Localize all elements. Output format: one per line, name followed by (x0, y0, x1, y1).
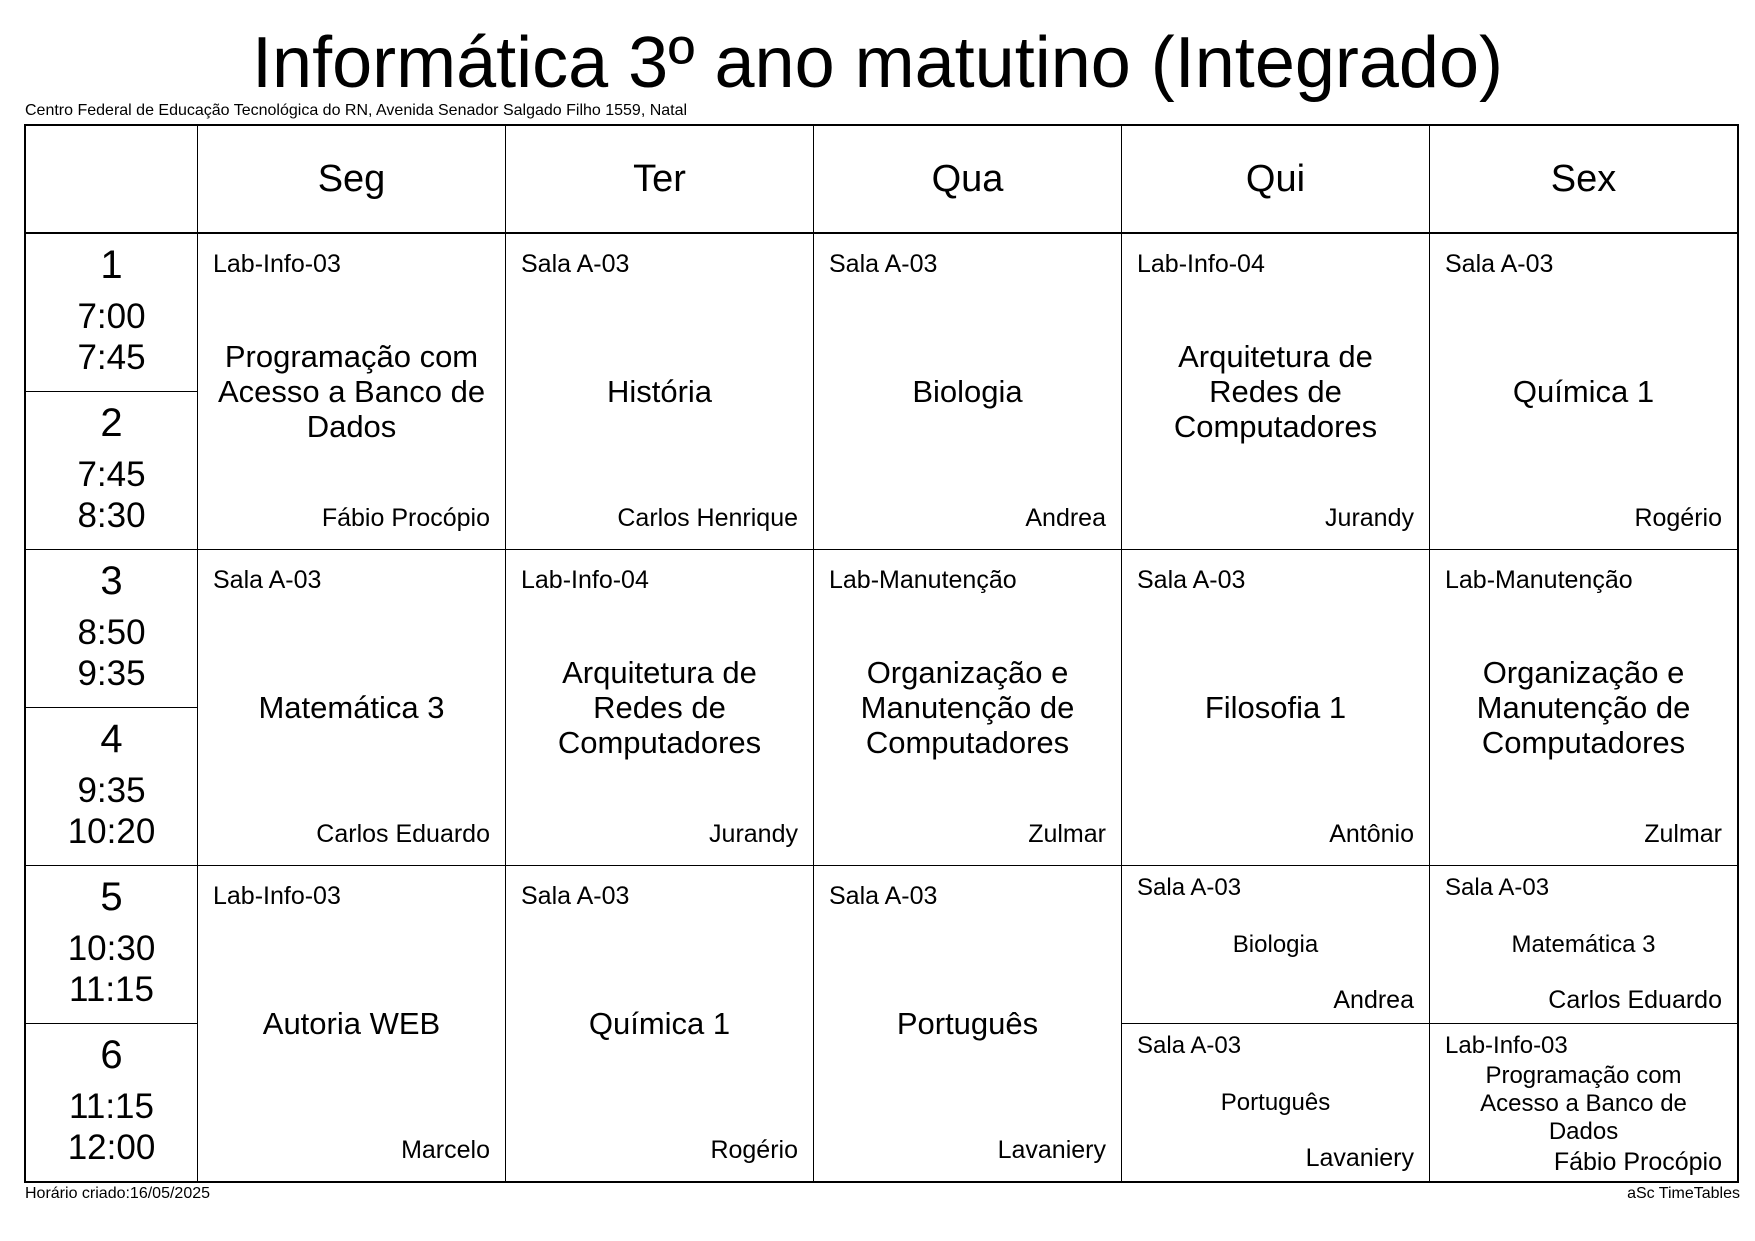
period-start: 10:30 (67, 929, 156, 968)
day-header-qui: Qui (1122, 126, 1430, 232)
lesson-subject: Arquitetura de Redes de Computadores (557, 655, 762, 760)
lesson-subject: Organização e Manutenção de Computadores (1476, 655, 1691, 760)
lesson-qui-6 (1122, 1024, 1430, 1181)
period-start: 7:45 (77, 455, 146, 494)
block-divider (26, 549, 1737, 550)
lesson-room: Sala A-03 (1137, 566, 1246, 594)
period-number: 5 (100, 875, 123, 919)
lesson-room: Lab-Manutenção (1445, 566, 1633, 594)
lesson-subject: Biologia (1232, 930, 1319, 958)
software-credit: aSc TimeTables (1627, 1185, 1740, 1202)
lesson-room: Sala A-03 (521, 882, 630, 910)
day-header-qua: Qua (814, 126, 1122, 232)
lesson-teacher: Marcelo (401, 1136, 490, 1164)
lesson-teacher: Fábio Procópio (321, 504, 490, 532)
lesson-qua-3-4 (814, 550, 1122, 866)
lesson-room: Sala A-03 (213, 566, 322, 594)
lesson-room: Sala A-03 (1137, 874, 1242, 901)
lesson-room: Sala A-03 (1445, 874, 1550, 901)
lesson-room: Sala A-03 (829, 250, 938, 278)
lesson-room: Lab-Info-03 (1445, 1032, 1568, 1059)
period-start: 8:50 (77, 613, 146, 652)
period-end: 10:20 (67, 812, 156, 851)
lesson-teacher: Andrea (1333, 986, 1414, 1014)
lesson-teacher: Rogério (1634, 504, 1722, 532)
lesson-room: Lab-Info-04 (1137, 250, 1265, 278)
school-address: Centro Federal de Educação Tecnológica do RN, Avenida Senador Salgado Filho 1559, Natal (25, 102, 688, 119)
lesson-ter-3-4 (506, 550, 814, 866)
lesson-subject: Português (896, 1006, 1039, 1041)
period-number: 3 (100, 559, 123, 603)
lesson-subject: Programação com Acesso a Banco de Dados (1480, 1062, 1687, 1145)
period-end: 7:45 (77, 338, 146, 377)
lesson-subject: Matemática 3 (1511, 930, 1656, 958)
period-number: 6 (100, 1033, 123, 1077)
lesson-teacher: Carlos Eduardo (316, 820, 490, 848)
lesson-subject: Química 1 (588, 1006, 731, 1041)
page-title: Informática 3º ano matutino (Integrado) (252, 23, 1503, 103)
lesson-subject: Matemática 3 (258, 690, 445, 725)
period-5 (26, 866, 198, 1024)
period-end: 9:35 (77, 654, 146, 693)
period-3 (26, 550, 198, 708)
corner-cell (26, 126, 198, 232)
lesson-ter-5-6 (506, 866, 814, 1181)
period-end: 11:15 (69, 970, 154, 1009)
period-start: 9:35 (77, 771, 146, 810)
lesson-qua-5-6 (814, 866, 1122, 1181)
lesson-subject: Biologia (912, 374, 1023, 409)
lesson-teacher: Fábio Procópio (1553, 1148, 1722, 1176)
lesson-subject: Arquitetura de Redes de Computadores (1173, 339, 1378, 444)
period-end: 12:00 (67, 1128, 156, 1167)
day-header-ter: Ter (506, 126, 814, 232)
lesson-subject: Química 1 (1512, 374, 1655, 409)
created-date: Horário criado:16/05/2025 (25, 1185, 211, 1202)
period-6 (26, 1024, 198, 1181)
lesson-teacher: Zulmar (1644, 820, 1722, 848)
lesson-teacher: Andrea (1025, 504, 1106, 532)
lesson-seg-5-6 (198, 866, 506, 1181)
day-header-sex: Sex (1550, 157, 1617, 200)
lesson-sex-5 (1430, 866, 1737, 1024)
lesson-qua-1-2 (814, 234, 1122, 550)
timetable-grid (24, 124, 1739, 1183)
lesson-subject: Organização e Manutenção de Computadores (860, 655, 1075, 760)
lesson-teacher: Lavaniery (997, 1136, 1106, 1164)
lesson-qui-3-4 (1122, 550, 1430, 866)
lesson-teacher: Jurandy (1325, 504, 1414, 532)
lesson-qui-1-2 (1122, 234, 1430, 550)
period-2 (26, 392, 198, 550)
period-number: 4 (100, 717, 123, 761)
lesson-room: Lab-Info-03 (213, 250, 341, 278)
lesson-room: Sala A-03 (1445, 250, 1554, 278)
lesson-teacher: Jurandy (709, 820, 798, 848)
lesson-room: Lab-Manutenção (829, 566, 1017, 594)
lesson-teacher: Carlos Henrique (617, 504, 798, 532)
lesson-sex-6 (1430, 1024, 1737, 1181)
lesson-teacher: Zulmar (1028, 820, 1106, 848)
lesson-room: Lab-Info-04 (521, 566, 649, 594)
period-start: 7:00 (77, 297, 146, 336)
lesson-teacher: Antônio (1329, 820, 1414, 848)
lesson-subject: Filosofia 1 (1204, 690, 1347, 725)
period-1 (26, 234, 198, 392)
period-number: 1 (100, 243, 123, 287)
lesson-teacher: Carlos Eduardo (1548, 986, 1722, 1014)
lesson-teacher: Rogério (710, 1136, 798, 1164)
lesson-subject: Programação com Acesso a Banco de Dados (217, 339, 486, 444)
block-divider (26, 865, 1737, 866)
lesson-subject: História (606, 374, 713, 409)
period-number: 2 (100, 401, 123, 445)
lesson-subject: Autoria WEB (262, 1006, 441, 1041)
lesson-qui-5 (1122, 866, 1430, 1024)
day-header-seg: Seg (198, 126, 506, 232)
lesson-room: Sala A-03 (1137, 1032, 1242, 1059)
lesson-room: Sala A-03 (829, 882, 938, 910)
lesson-seg-1-2 (198, 234, 506, 550)
period-start: 11:15 (69, 1087, 154, 1126)
lesson-seg-3-4 (198, 550, 506, 866)
period-4 (26, 708, 198, 866)
lesson-sex-1-2 (1430, 234, 1737, 550)
lesson-ter-1-2 (506, 234, 814, 550)
lesson-sex-3-4 (1430, 550, 1737, 866)
lesson-teacher: Lavaniery (1305, 1144, 1414, 1172)
lesson-subject: Português (1220, 1088, 1331, 1116)
period-end: 8:30 (77, 496, 146, 535)
lesson-room: Sala A-03 (521, 250, 630, 278)
lesson-room: Lab-Info-03 (213, 882, 341, 910)
